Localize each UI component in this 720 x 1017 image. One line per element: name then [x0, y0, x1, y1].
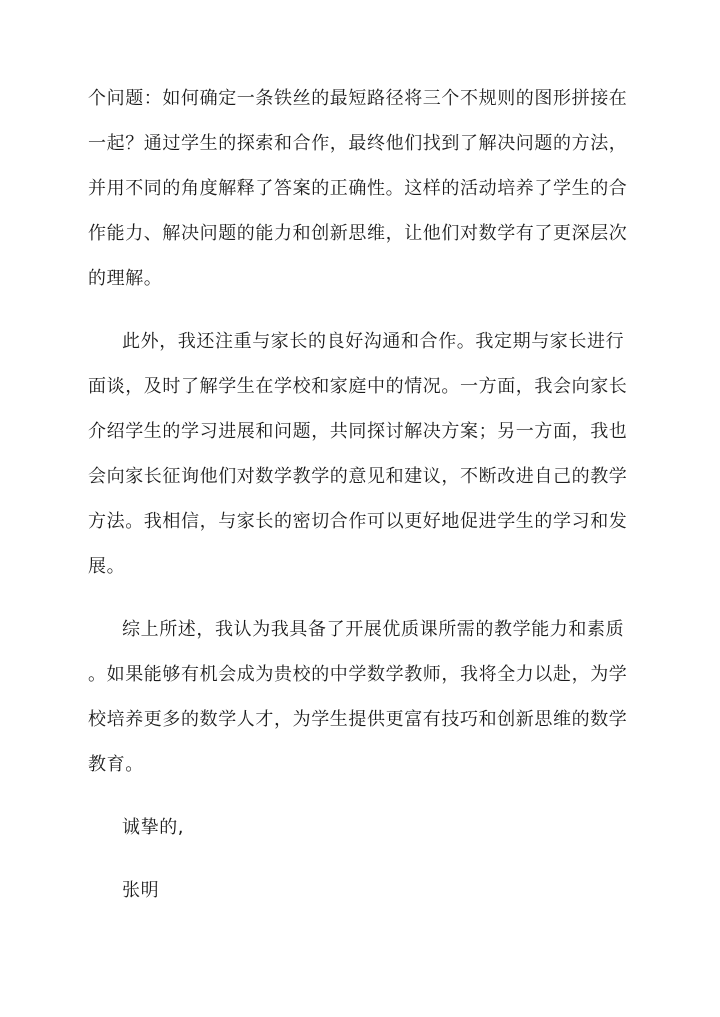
signature-name: 张明 — [122, 880, 160, 901]
paragraph-gap — [88, 791, 648, 809]
text-line: 一起？通过学生的探索和合作，最终他们找到了解决问题的方法， — [88, 133, 628, 154]
text-line: 展。 — [88, 556, 126, 577]
text-line: 并用不同的角度解释了答案的正确性。这样的活动培养了学生的合 — [88, 178, 628, 199]
text-line: 个问题：如何确定一条铁丝的最短路径将三个不规则的图形拼接在 — [88, 88, 628, 109]
paragraph-gap — [88, 305, 648, 323]
text-line: 面谈，及时了解学生在学校和家庭中的情况。一方面，我会向家长 — [88, 376, 628, 397]
paragraph-1 — [88, 80, 648, 305]
text-line: 综上所述，我认为我具备了开展优质课所需的教学能力和素质 — [122, 619, 625, 640]
text-line: 。如果能够有机会成为贵校的中学数学教师，我将全力以赴，为学 — [88, 664, 628, 685]
text-line: 作能力、解决问题的能力和创新思维，让他们对数学有了更深层次 — [88, 223, 628, 244]
document-page — [88, 80, 648, 917]
text-line: 校培养更多的数学人才，为学生提供更富有技巧和创新思维的数学 — [88, 709, 628, 730]
paragraph-gap — [88, 854, 648, 872]
text-line: 此外，我还注重与家长的良好沟通和合作。我定期与家长进行 — [122, 331, 625, 352]
paragraph-gap — [88, 593, 648, 611]
text-line: 方法。我相信，与家长的密切合作可以更好地促进学生的学习和发 — [88, 511, 628, 532]
text-line: 教育。 — [88, 754, 144, 775]
paragraph-2 — [88, 323, 648, 593]
closing-salutation: 诚挚的, — [122, 817, 185, 838]
text-line: 会向家长征询他们对数学教学的意见和建议，不断改进自己的教学 — [88, 466, 628, 487]
text-line: 的理解。 — [88, 268, 163, 289]
text-line: 介绍学生的学习进展和问题，共同探讨解决方案；另一方面，我也 — [88, 421, 628, 442]
paragraph-3 — [88, 611, 648, 791]
